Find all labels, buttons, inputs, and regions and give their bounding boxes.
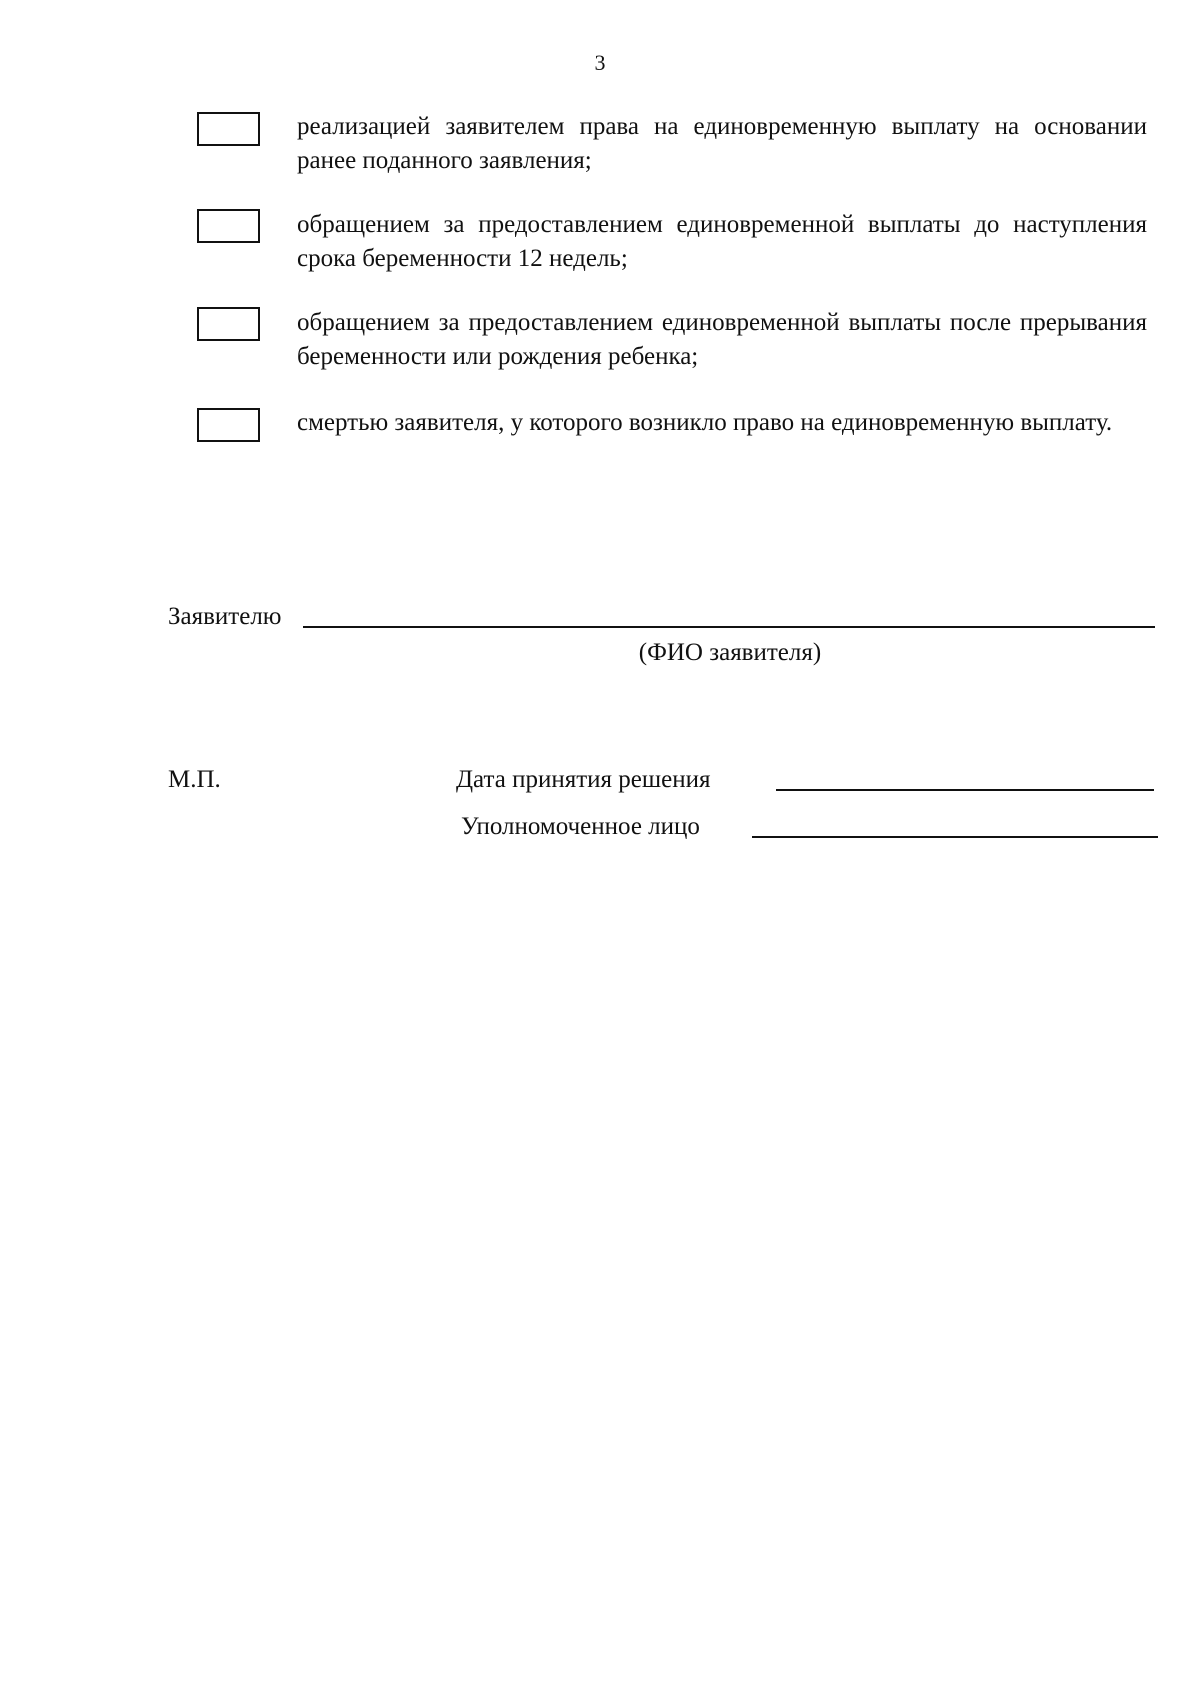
option-text: обращением за предоставлением единовременной выплаты до наступления срока беременности 12 недель;	[297, 211, 1147, 272]
applicant-label: Заявителю	[168, 603, 282, 630]
decision-date-label: Дата принятия решения	[456, 766, 711, 793]
option-text: реализацией заявителем права на единовременную выплату на основании ранее поданного заявления;	[297, 113, 1147, 174]
option-checkbox[interactable]	[197, 408, 260, 442]
applicant-fio-field[interactable]	[303, 626, 1155, 628]
decision-date-field[interactable]	[776, 789, 1154, 791]
option-text: обращением за предоставлением единовременной выплаты после прерывания беременности или рождения ребенка;	[297, 309, 1147, 370]
option-checkbox[interactable]	[197, 112, 260, 146]
page-number: 3	[594, 50, 606, 75]
authorized-person-field[interactable]	[752, 836, 1158, 838]
option-text: смертью заявителя, у которого возникло право на единовременную выплату.	[297, 409, 1113, 436]
option-checkbox[interactable]	[197, 307, 260, 341]
option-checkbox[interactable]	[197, 209, 260, 243]
stamp-label: М.П.	[168, 766, 221, 793]
applicant-fio-caption: (ФИО заявителя)	[638, 639, 822, 666]
authorized-person-label: Уполномоченное лицо	[461, 813, 700, 840]
